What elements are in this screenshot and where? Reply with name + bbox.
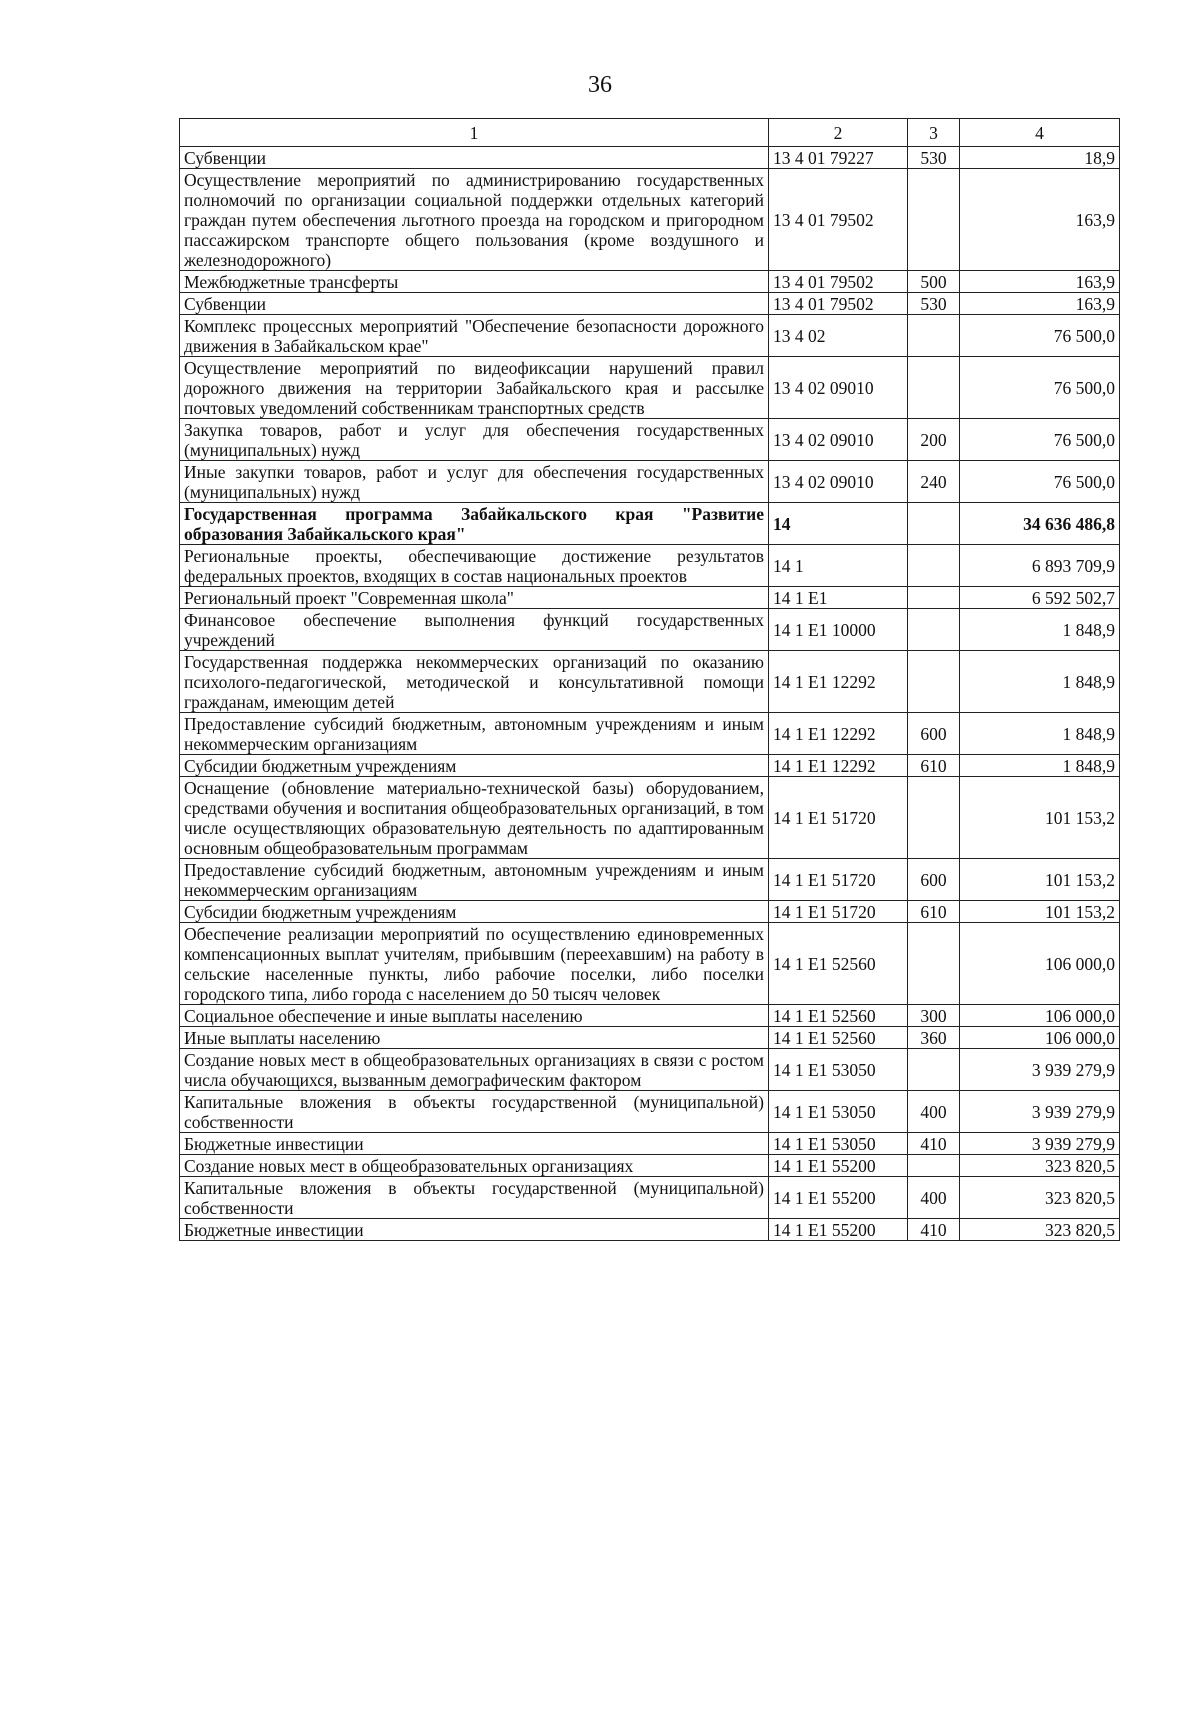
row-code: 13 4 01 79502 <box>769 293 908 315</box>
row-name: Капитальные вложения в объекты государственной (муниципальной) собственности <box>180 1177 769 1219</box>
row-amount: 3 939 279,9 <box>960 1133 1120 1155</box>
table-row <box>180 419 1120 461</box>
row-code: 13 4 02 09010 <box>769 419 908 461</box>
row-amount: 106 000,0 <box>960 923 1120 1005</box>
row-expense-type: 200 <box>908 419 960 461</box>
row-name: Предоставление субсидий бюджетным, автономным учреждениям и иным некоммерческим организациям <box>180 713 769 755</box>
table-row <box>180 1133 1120 1155</box>
row-expense-type: 360 <box>908 1027 960 1049</box>
row-expense-type <box>908 545 960 587</box>
row-code: 14 <box>769 503 908 545</box>
row-amount: 3 939 279,9 <box>960 1049 1120 1091</box>
row-name: Межбюджетные трансферты <box>180 271 769 293</box>
row-expense-type <box>908 777 960 859</box>
row-expense-type <box>908 1049 960 1091</box>
row-code: 14 1 E1 53050 <box>769 1091 908 1133</box>
row-amount: 163,9 <box>960 169 1120 271</box>
row-expense-type: 600 <box>908 713 960 755</box>
row-name: Иные выплаты населению <box>180 1027 769 1049</box>
row-code: 14 1 E1 53050 <box>769 1049 908 1091</box>
row-code: 14 1 <box>769 545 908 587</box>
row-expense-type: 410 <box>908 1219 960 1241</box>
table-row <box>180 461 1120 503</box>
page-number: 36 <box>588 72 612 98</box>
row-name: Социальное обеспечение и иные выплаты населению <box>180 1005 769 1027</box>
row-code: 14 1 E1 51720 <box>769 901 908 923</box>
row-amount: 18,9 <box>960 147 1120 169</box>
row-code: 14 1 E1 53050 <box>769 1133 908 1155</box>
row-code: 14 1 E1 52560 <box>769 923 908 1005</box>
table-header-row <box>180 119 1120 147</box>
table-row <box>180 1027 1120 1049</box>
column-header-3: 3 <box>908 119 960 147</box>
row-expense-type <box>908 357 960 419</box>
row-code: 14 1 E1 55200 <box>769 1155 908 1177</box>
table-row <box>180 1091 1120 1133</box>
row-code: 14 1 E1 55200 <box>769 1177 908 1219</box>
row-amount: 1 848,9 <box>960 651 1120 713</box>
table-row <box>180 1219 1120 1241</box>
row-name: Комплекс процессных мероприятий "Обеспечение безопасности дорожного движения в Забайкальском крае" <box>180 315 769 357</box>
row-expense-type: 530 <box>908 293 960 315</box>
column-header-1: 1 <box>180 119 769 147</box>
row-amount: 1 848,9 <box>960 713 1120 755</box>
row-name: Оснащение (обновление материально-технической базы) оборудованием, средствами обучения и воспитания общеобразовательных организаций, в том числе осуществляющих образовательную деятельность по адаптированным основным общеобразовательным программам <box>180 777 769 859</box>
row-name: Закупка товаров, работ и услуг для обеспечения государственных (муниципальных) нужд <box>180 419 769 461</box>
row-code: 14 1 E1 51720 <box>769 859 908 901</box>
row-expense-type: 610 <box>908 755 960 777</box>
row-code: 14 1 E1 <box>769 587 908 609</box>
table-row <box>180 777 1120 859</box>
row-expense-type <box>908 651 960 713</box>
table-row <box>180 901 1120 923</box>
row-name: Государственная поддержка некоммерческих организаций по оказанию психолого-педагогической, методической и консультативной помощи гражданам, имеющим детей <box>180 651 769 713</box>
row-code: 14 1 E1 52560 <box>769 1005 908 1027</box>
row-expense-type <box>908 923 960 1005</box>
row-expense-type <box>908 1155 960 1177</box>
row-amount: 76 500,0 <box>960 357 1120 419</box>
row-amount: 101 153,2 <box>960 859 1120 901</box>
row-code: 13 4 01 79227 <box>769 147 908 169</box>
row-name: Создание новых мест в общеобразовательных организациях <box>180 1155 769 1177</box>
row-name: Субвенции <box>180 293 769 315</box>
table-row <box>180 755 1120 777</box>
row-code: 13 4 02 <box>769 315 908 357</box>
row-name: Осуществление мероприятий по видеофиксации нарушений правил дорожного движения на территории Забайкальского края и рассылке почтовых уведомлений собственникам транспортных средств <box>180 357 769 419</box>
row-expense-type: 400 <box>908 1177 960 1219</box>
table-row <box>180 293 1120 315</box>
column-header-4: 4 <box>960 119 1120 147</box>
row-code: 14 1 E1 12292 <box>769 755 908 777</box>
row-code: 13 4 01 79502 <box>769 271 908 293</box>
row-expense-type <box>908 609 960 651</box>
table-row <box>180 1005 1120 1027</box>
row-name: Предоставление субсидий бюджетным, автономным учреждениям и иным некоммерческим организациям <box>180 859 769 901</box>
row-code: 13 4 02 09010 <box>769 357 908 419</box>
row-name: Субсидии бюджетным учреждениям <box>180 901 769 923</box>
row-name: Финансовое обеспечение выполнения функций государственных учреждений <box>180 609 769 651</box>
table-row <box>180 147 1120 169</box>
row-name: Бюджетные инвестиции <box>180 1219 769 1241</box>
row-name: Бюджетные инвестиции <box>180 1133 769 1155</box>
row-amount: 101 153,2 <box>960 777 1120 859</box>
table-row <box>180 1049 1120 1091</box>
table-row <box>180 271 1120 293</box>
row-name: Региональные проекты, обеспечивающие достижение результатов федеральных проектов, входящих в состав национальных проектов <box>180 545 769 587</box>
row-expense-type: 500 <box>908 271 960 293</box>
row-amount: 323 820,5 <box>960 1177 1120 1219</box>
row-expense-type <box>908 169 960 271</box>
table-row <box>180 651 1120 713</box>
row-amount: 3 939 279,9 <box>960 1091 1120 1133</box>
row-expense-type <box>908 587 960 609</box>
row-code: 14 1 E1 52560 <box>769 1027 908 1049</box>
row-expense-type: 400 <box>908 1091 960 1133</box>
row-name: Капитальные вложения в объекты государственной (муниципальной) собственности <box>180 1091 769 1133</box>
row-amount: 6 592 502,7 <box>960 587 1120 609</box>
row-name: Обеспечение реализации мероприятий по осуществлению единовременных компенсационных выплат учителям, прибывшим (переехавшим) на работу в сельские населенные пункты, либо рабочие поселки, либо поселки городского типа, либо города с населением до 50 тысяч человек <box>180 923 769 1005</box>
budget-table <box>179 118 1120 1241</box>
row-amount: 1 848,9 <box>960 755 1120 777</box>
row-code: 14 1 E1 12292 <box>769 651 908 713</box>
row-expense-type <box>908 503 960 545</box>
row-expense-type: 410 <box>908 1133 960 1155</box>
table-row <box>180 169 1120 271</box>
row-amount: 34 636 486,8 <box>960 503 1120 545</box>
row-amount: 76 500,0 <box>960 419 1120 461</box>
row-name: Субвенции <box>180 147 769 169</box>
row-expense-type: 240 <box>908 461 960 503</box>
row-expense-type: 300 <box>908 1005 960 1027</box>
row-amount: 323 820,5 <box>960 1219 1120 1241</box>
row-code: 13 4 01 79502 <box>769 169 908 271</box>
row-code: 14 1 E1 51720 <box>769 777 908 859</box>
row-name: Субсидии бюджетным учреждениям <box>180 755 769 777</box>
row-expense-type: 530 <box>908 147 960 169</box>
table-row <box>180 1177 1120 1219</box>
row-code: 13 4 02 09010 <box>769 461 908 503</box>
row-amount: 76 500,0 <box>960 315 1120 357</box>
table-row <box>180 713 1120 755</box>
row-code: 14 1 E1 10000 <box>769 609 908 651</box>
row-expense-type <box>908 315 960 357</box>
row-amount: 163,9 <box>960 271 1120 293</box>
row-name: Государственная программа Забайкальского края "Развитие образования Забайкальского края" <box>180 503 769 545</box>
row-name: Осуществление мероприятий по администрированию государственных полномочий по организации социальной поддержки отдельных категорий граждан путем обеспечения льготного проезда на городском и пригородном пассажирском транспорте общего пользования (кроме воздушного и железнодорожного) <box>180 169 769 271</box>
row-amount: 106 000,0 <box>960 1005 1120 1027</box>
row-amount: 6 893 709,9 <box>960 545 1120 587</box>
table-row-program <box>180 503 1120 545</box>
table-row <box>180 315 1120 357</box>
table-row <box>180 859 1120 901</box>
table-row <box>180 587 1120 609</box>
table-row <box>180 357 1120 419</box>
table-row <box>180 545 1120 587</box>
row-expense-type: 610 <box>908 901 960 923</box>
row-name: Создание новых мест в общеобразовательных организациях в связи с ростом числа обучающихся, вызванным демографическим фактором <box>180 1049 769 1091</box>
column-header-2: 2 <box>769 119 908 147</box>
row-amount: 76 500,0 <box>960 461 1120 503</box>
row-amount: 1 848,9 <box>960 609 1120 651</box>
row-amount: 323 820,5 <box>960 1155 1120 1177</box>
row-amount: 101 153,2 <box>960 901 1120 923</box>
row-amount: 106 000,0 <box>960 1027 1120 1049</box>
row-name: Региональный проект "Современная школа" <box>180 587 769 609</box>
row-name: Иные закупки товаров, работ и услуг для обеспечения государственных (муниципальных) нужд <box>180 461 769 503</box>
table-row <box>180 1155 1120 1177</box>
row-expense-type: 600 <box>908 859 960 901</box>
table-row <box>180 609 1120 651</box>
row-code: 14 1 E1 55200 <box>769 1219 908 1241</box>
table-row <box>180 923 1120 1005</box>
row-amount: 163,9 <box>960 293 1120 315</box>
row-code: 14 1 E1 12292 <box>769 713 908 755</box>
